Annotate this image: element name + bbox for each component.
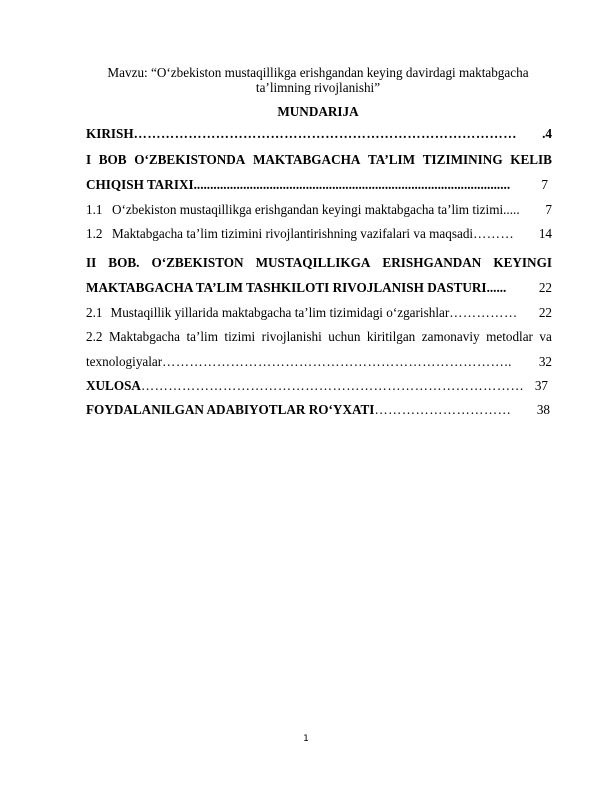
toc-word: BOB. [108, 255, 140, 270]
toc-page-number: 37 [534, 378, 548, 393]
toc-entry-bob2-line1 [86, 255, 552, 271]
toc-word: KEYINGI [493, 255, 552, 270]
toc-entry-1-1 [86, 202, 552, 218]
topic-title [86, 66, 550, 95]
toc-word: BOB [98, 152, 127, 167]
toc-page-number: 7 [541, 177, 548, 192]
toc-entry-bob1-line2 [86, 177, 548, 193]
toc-entry-label: FOYDALANILGAN ADABIYOTLAR RO‘YXATI [86, 402, 375, 417]
toc-page-number: .4 [542, 126, 552, 141]
toc-word: TA’LIM [367, 152, 416, 167]
toc-word: kiritilgan [366, 329, 416, 344]
toc-section-number: 1.1 [86, 202, 103, 217]
toc-entry-2-2-line2 [86, 354, 552, 370]
toc-entry-1-2 [86, 226, 552, 242]
toc-entry-label: MAKTABGACHA TA’LIM TASHKILOTI RIVOJLANISH DASTURI [86, 280, 487, 295]
topic-line-2: ta’limning rivojlanishi” [255, 79, 381, 95]
toc-word: metodlar [486, 329, 533, 344]
toc-page-number: 7 [545, 202, 552, 217]
toc-word: va [539, 329, 552, 344]
toc-page-number: 22 [538, 280, 552, 295]
toc-entry-label: O‘zbekiston mustaqillikga erishgandan keyingi maktabgacha ta’lim tizimi [112, 202, 504, 217]
page-number: 1 [303, 734, 309, 744]
toc-entry-bob2-line2 [86, 280, 552, 296]
toc-entry-foydalanilgan [86, 402, 550, 418]
toc-leader-dots: ……… [473, 226, 515, 241]
toc-page-number: 22 [538, 305, 552, 320]
toc-page-number: 14 [538, 226, 552, 241]
toc-word: MUSTAQILLIKGA [255, 255, 371, 270]
toc-leader-dots: ………………………………………………………………………… [133, 126, 517, 141]
toc-entry-label: texnologiyalar [86, 354, 163, 369]
toc-word: KELIB [510, 152, 552, 167]
toc-section-number: 2.2 [86, 329, 103, 344]
toc-entry-label: CHIQISH TARIXI [86, 177, 194, 192]
toc-word: TIZIMINING [422, 152, 503, 167]
toc-leader-dots: ...... [486, 280, 507, 295]
toc-section-number: 2.1 [86, 305, 103, 320]
toc-section-number: 1.2 [86, 226, 103, 241]
toc-word: ERISHGANDAN [382, 255, 482, 270]
toc-leader-dots: ………………………………………………………………….. [162, 354, 512, 369]
toc-word: Maktabgacha [108, 329, 180, 344]
toc-leader-dots: ………………………………………………………………………… [140, 378, 525, 393]
toc-entry-xulosa [86, 378, 548, 394]
toc-word: zamonaviy [421, 329, 480, 344]
toc-leader-dots: …………… [449, 305, 518, 320]
toc-word: uchun [328, 329, 361, 344]
toc-entry-label: Maktabgacha ta’lim tizimini rivojlantirishning vazifalari va maqsadi [112, 226, 474, 241]
toc-entry-bob1-line1 [86, 152, 552, 168]
toc-entry-2-1 [86, 305, 552, 321]
toc-page-number: 38 [536, 402, 550, 417]
toc-entry-label: KIRISH [86, 126, 134, 141]
toc-entry-kirish [86, 126, 552, 142]
toc-word: rivojlanishi [261, 329, 322, 344]
topic-line-1: Mavzu: “O‘zbekiston mustaqillikga erishgandan keying davirdagi maktabgacha [107, 65, 529, 80]
toc-word: O‘ZBEKISTONDA [134, 152, 246, 167]
toc-word: O‘ZBEKISTON [151, 255, 244, 270]
toc-entry-label: XULOSA [86, 378, 141, 393]
toc-word: I [86, 152, 92, 167]
toc-leader-dots: ………………………… [374, 402, 512, 417]
toc-heading: MUNDARIJA [277, 104, 359, 119]
toc-word: II [86, 255, 97, 270]
toc-entry-label: Mustaqillik yillarida maktabgacha ta’lim tizimidagi o‘zgarishlar [110, 305, 450, 320]
toc-entry-2-2-line1 [86, 329, 552, 345]
toc-word: MAKTABGACHA [252, 152, 361, 167]
toc-page-number: 32 [538, 354, 552, 369]
toc-leader-dots: ................................................................................................ [193, 177, 511, 192]
toc-word: ta’lim [186, 329, 218, 344]
toc-leader-dots: ..... [503, 202, 520, 217]
toc-word: tizimi [224, 329, 256, 344]
